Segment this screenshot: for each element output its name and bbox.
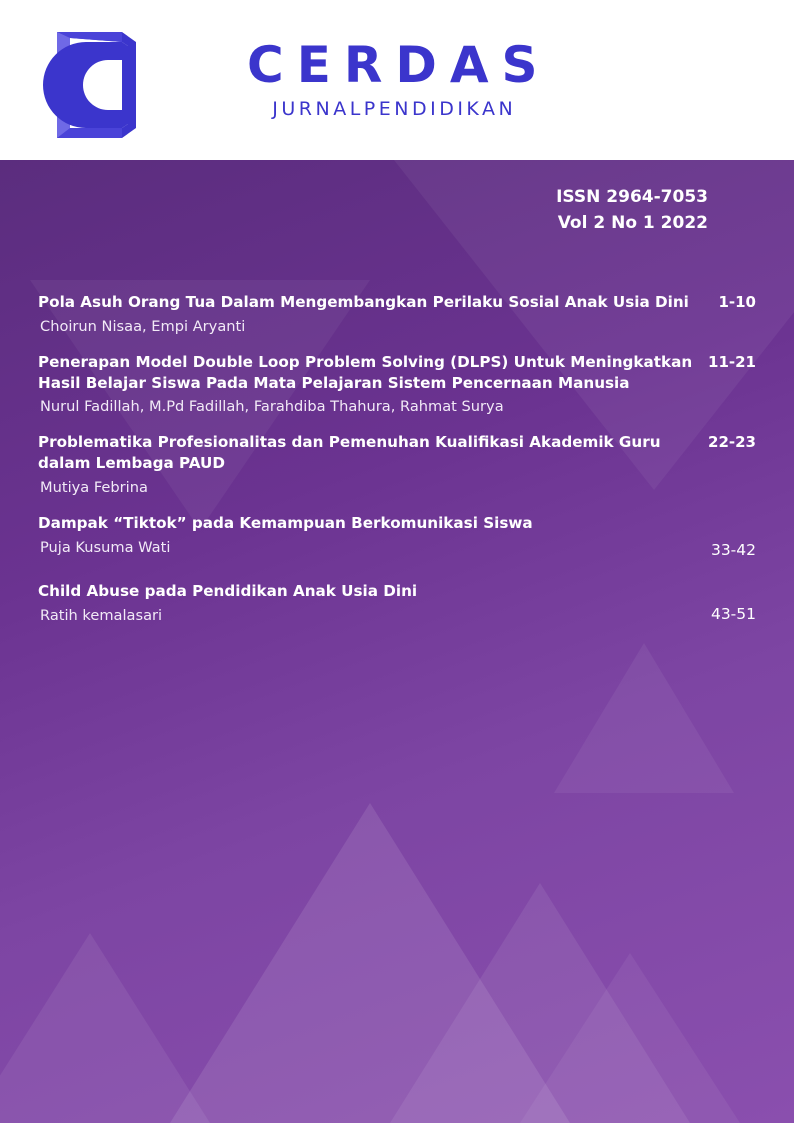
toc-entry[interactable] (38, 432, 756, 499)
cover-content (0, 160, 794, 627)
toc-entry[interactable] (38, 513, 756, 559)
article-authors: Puja Kusuma Wati (40, 539, 171, 557)
table-of-contents (0, 292, 794, 627)
toc-entry-body (38, 292, 718, 338)
volume-text: Vol 2 No 1 2022 (557, 213, 708, 234)
article-pages: 43-51 (710, 605, 756, 624)
article-pages: 1-10 (718, 292, 756, 311)
article-authors: Mutiya Febrina (40, 479, 148, 497)
toc-entry[interactable] (38, 581, 756, 627)
issue-identifiers (0, 160, 794, 237)
article-authors: Choirun Nisaa, Empi Aryanti (40, 317, 246, 335)
journal-title: CERDAS (247, 36, 551, 94)
toc-entry[interactable] (38, 352, 756, 419)
toc-entry-body (38, 513, 711, 559)
toc-entry-body (38, 352, 708, 419)
article-pages: 33-42 (710, 541, 756, 560)
masthead (0, 0, 794, 160)
toc-entry-body (38, 432, 708, 499)
toc-entry[interactable] (38, 292, 756, 338)
article-authors: Ratih kemalasari (40, 607, 163, 625)
article-authors: Nurul Fadillah, M.Pd Fadillah, Farahdiba Thahura, Rahmat Surya (40, 398, 504, 416)
cover-body (0, 160, 794, 1123)
article-title[interactable]: Child Abuse pada Pendidikan Anak Usia Dini (38, 582, 418, 601)
book-logo-icon (24, 20, 144, 140)
decorative-triangle (520, 953, 740, 1123)
article-title[interactable]: Pola Asuh Orang Tua Dalam Mengembangkan Perilaku Sosial Anak Usia Dini (38, 292, 689, 311)
article-pages: 11-21 (708, 352, 756, 371)
article-title[interactable]: Dampak “Tiktok” pada Kemampuan Berkomunikasi Siswa (38, 514, 533, 533)
journal-subtitle: JURNALPENDIDIKAN (272, 98, 517, 120)
toc-entry-body (38, 581, 711, 627)
issn-text: ISSN 2964-7053 (556, 187, 708, 207)
article-title[interactable]: Problematika Profesionalitas dan Pemenuhan Kualifikasi Akademik Guru dalam Lembaga PAUD (38, 433, 661, 473)
journal-title-block (234, 36, 551, 120)
article-title[interactable]: Penerapan Model Double Loop Problem Solving (DLPS) Untuk Meningkatkan Hasil Belajar Siswa Pada Mata Pelajaran Sistem Pencernaan Manusia (38, 352, 693, 392)
article-pages: 22-23 (708, 433, 756, 452)
decorative-triangle (554, 643, 734, 793)
